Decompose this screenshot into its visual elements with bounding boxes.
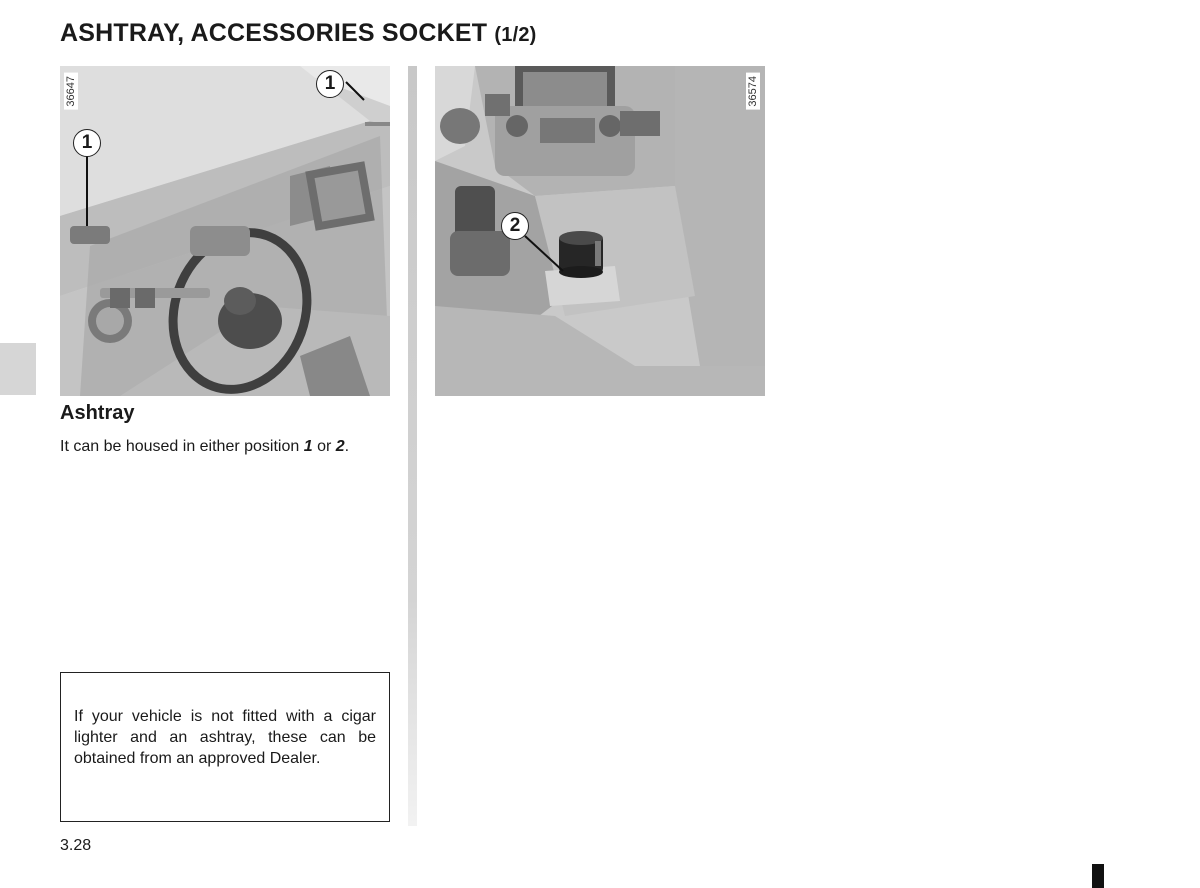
right-figure-code: 36574 <box>746 73 760 110</box>
page-title-suffix: (1/2) <box>494 24 537 46</box>
chapter-tab <box>0 343 36 395</box>
page-title <box>60 19 537 48</box>
callout-1-top: 1 <box>316 70 344 98</box>
page-title-text: ASHTRAY, ACCESSORIES SOCKET <box>60 19 488 47</box>
body-text-or: or <box>312 438 336 455</box>
column-divider <box>408 66 417 826</box>
corner-mark <box>1092 864 1104 888</box>
console-illustration <box>435 66 765 396</box>
callout-2: 2 <box>501 212 529 240</box>
page-number: 3.28 <box>60 837 92 854</box>
body-text-start: It can be housed in either position <box>60 438 304 455</box>
body-text-end: . <box>344 438 350 455</box>
note-text: If your vehicle is not fitted with a cigar lighter and an ashtray, these can be obtained from an approved Dealer. <box>74 708 376 767</box>
section-body <box>60 436 390 457</box>
dashboard-illustration <box>60 66 390 396</box>
position-ref-2: 2 <box>335 438 345 455</box>
left-figure-code: 36647 <box>64 73 78 110</box>
note-box <box>60 672 390 822</box>
position-ref-1: 1 <box>303 438 313 455</box>
section-heading: Ashtray <box>60 402 135 424</box>
callout-1-left: 1 <box>73 129 101 157</box>
